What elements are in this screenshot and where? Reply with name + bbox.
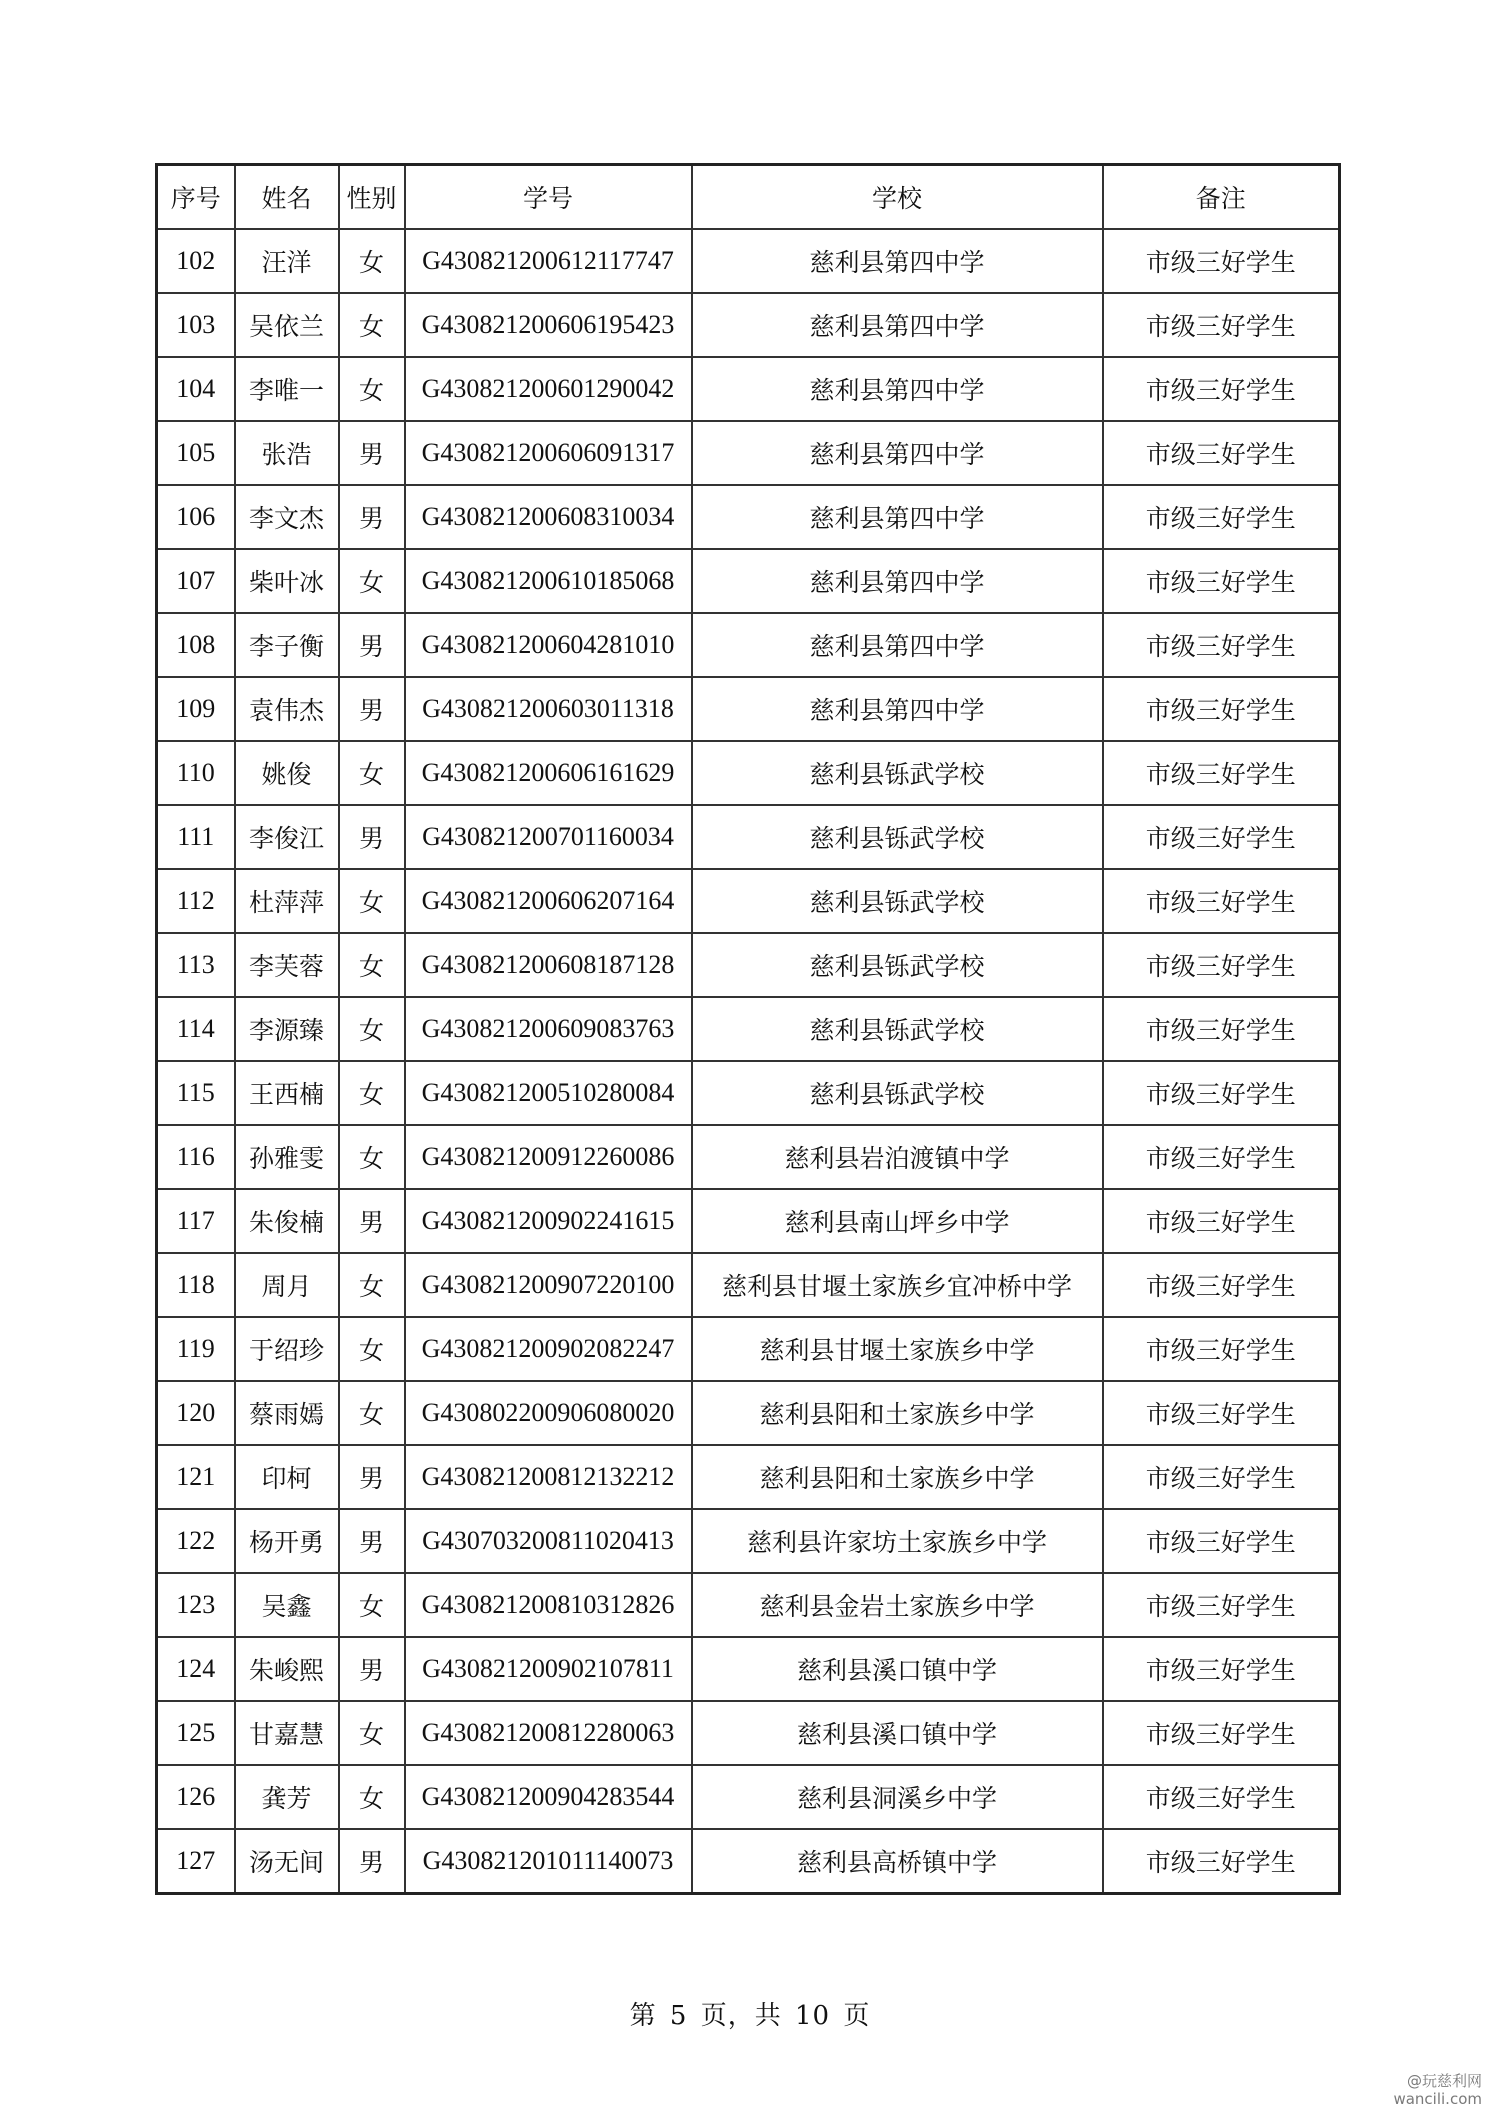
table-row bbox=[157, 1509, 1340, 1573]
table-body bbox=[157, 229, 1340, 1894]
gender: 女 bbox=[339, 1381, 405, 1445]
row-index: 109 bbox=[157, 677, 235, 741]
row-index: 116 bbox=[157, 1125, 235, 1189]
student-id: G430821200606091317 bbox=[405, 421, 692, 485]
remark: 市级三好学生 bbox=[1103, 613, 1340, 677]
header-gender: 性别 bbox=[339, 165, 405, 230]
student-name: 杨开勇 bbox=[235, 1509, 339, 1573]
school: 慈利县溪口镇中学 bbox=[692, 1637, 1103, 1701]
gender: 女 bbox=[339, 229, 405, 293]
school: 慈利县阳和土家族乡中学 bbox=[692, 1381, 1103, 1445]
student-name: 孙雅雯 bbox=[235, 1125, 339, 1189]
row-index: 112 bbox=[157, 869, 235, 933]
gender: 女 bbox=[339, 1125, 405, 1189]
row-index: 124 bbox=[157, 1637, 235, 1701]
school: 慈利县第四中学 bbox=[692, 677, 1103, 741]
student-name: 汤无间 bbox=[235, 1829, 339, 1894]
header-name: 姓名 bbox=[235, 165, 339, 230]
student-id: G430821200601290042 bbox=[405, 357, 692, 421]
student-name: 张浩 bbox=[235, 421, 339, 485]
remark: 市级三好学生 bbox=[1103, 549, 1340, 613]
gender: 女 bbox=[339, 997, 405, 1061]
page-footer bbox=[0, 1995, 1500, 2032]
row-index: 118 bbox=[157, 1253, 235, 1317]
student-id: G430821200701160034 bbox=[405, 805, 692, 869]
school: 慈利县铄武学校 bbox=[692, 933, 1103, 997]
remark: 市级三好学生 bbox=[1103, 1509, 1340, 1573]
student-name: 李唯一 bbox=[235, 357, 339, 421]
gender: 女 bbox=[339, 1317, 405, 1381]
gender: 女 bbox=[339, 1765, 405, 1829]
student-id: G430821200912260086 bbox=[405, 1125, 692, 1189]
student-name: 李芙蓉 bbox=[235, 933, 339, 997]
student-name: 杜萍萍 bbox=[235, 869, 339, 933]
student-id: G430821200812280063 bbox=[405, 1701, 692, 1765]
gender: 男 bbox=[339, 1445, 405, 1509]
gender: 女 bbox=[339, 933, 405, 997]
student-id: G430821200812132212 bbox=[405, 1445, 692, 1509]
table-row bbox=[157, 485, 1340, 549]
school: 慈利县溪口镇中学 bbox=[692, 1701, 1103, 1765]
remark: 市级三好学生 bbox=[1103, 997, 1340, 1061]
row-index: 119 bbox=[157, 1317, 235, 1381]
table-row bbox=[157, 1765, 1340, 1829]
student-id: G430821200604281010 bbox=[405, 613, 692, 677]
table-row bbox=[157, 1701, 1340, 1765]
student-name: 汪洋 bbox=[235, 229, 339, 293]
table-row bbox=[157, 869, 1340, 933]
student-id: G430802200906080020 bbox=[405, 1381, 692, 1445]
table-row bbox=[157, 1573, 1340, 1637]
remark: 市级三好学生 bbox=[1103, 1381, 1340, 1445]
student-id: G430703200811020413 bbox=[405, 1509, 692, 1573]
header-remark: 备注 bbox=[1103, 165, 1340, 230]
row-index: 126 bbox=[157, 1765, 235, 1829]
student-name: 姚俊 bbox=[235, 741, 339, 805]
student-name: 袁伟杰 bbox=[235, 677, 339, 741]
table-row bbox=[157, 1317, 1340, 1381]
gender: 女 bbox=[339, 869, 405, 933]
gender: 女 bbox=[339, 1253, 405, 1317]
gender: 男 bbox=[339, 1189, 405, 1253]
remark: 市级三好学生 bbox=[1103, 421, 1340, 485]
table-row bbox=[157, 741, 1340, 805]
header-index: 序号 bbox=[157, 165, 235, 230]
school: 慈利县金岩土家族乡中学 bbox=[692, 1573, 1103, 1637]
table-row bbox=[157, 1637, 1340, 1701]
student-id: G430821200606195423 bbox=[405, 293, 692, 357]
student-id: G430821200902107811 bbox=[405, 1637, 692, 1701]
table-row bbox=[157, 549, 1340, 613]
watermark-line1: @玩慈利网 bbox=[1406, 2072, 1482, 2090]
student-name: 李俊江 bbox=[235, 805, 339, 869]
row-index: 106 bbox=[157, 485, 235, 549]
table-row bbox=[157, 805, 1340, 869]
table-row bbox=[157, 357, 1340, 421]
footer-middle: 页，共 bbox=[700, 2001, 782, 2031]
gender: 男 bbox=[339, 1637, 405, 1701]
roster-table bbox=[155, 163, 1341, 1895]
student-name: 印柯 bbox=[235, 1445, 339, 1509]
remark: 市级三好学生 bbox=[1103, 933, 1340, 997]
gender: 女 bbox=[339, 1701, 405, 1765]
row-index: 103 bbox=[157, 293, 235, 357]
gender: 女 bbox=[339, 293, 405, 357]
student-id: G430821200510280084 bbox=[405, 1061, 692, 1125]
student-name: 朱峻熙 bbox=[235, 1637, 339, 1701]
remark: 市级三好学生 bbox=[1103, 1829, 1340, 1894]
gender: 女 bbox=[339, 549, 405, 613]
remark: 市级三好学生 bbox=[1103, 677, 1340, 741]
student-name: 龚芳 bbox=[235, 1765, 339, 1829]
student-id: G430821201011140073 bbox=[405, 1829, 692, 1894]
table-row bbox=[157, 1445, 1340, 1509]
row-index: 121 bbox=[157, 1445, 235, 1509]
gender: 女 bbox=[339, 1573, 405, 1637]
school: 慈利县铄武学校 bbox=[692, 805, 1103, 869]
footer-prefix: 第 bbox=[629, 2001, 657, 2031]
table-row bbox=[157, 421, 1340, 485]
roster-table-container bbox=[155, 163, 1341, 1895]
student-name: 李源臻 bbox=[235, 997, 339, 1061]
gender: 女 bbox=[339, 357, 405, 421]
footer-suffix: 页 bbox=[843, 2001, 871, 2031]
school: 慈利县第四中学 bbox=[692, 485, 1103, 549]
school: 慈利县第四中学 bbox=[692, 421, 1103, 485]
school: 慈利县第四中学 bbox=[692, 357, 1103, 421]
student-id: G430821200904283544 bbox=[405, 1765, 692, 1829]
header-school: 学校 bbox=[692, 165, 1103, 230]
student-name: 蔡雨嫣 bbox=[235, 1381, 339, 1445]
gender: 女 bbox=[339, 1061, 405, 1125]
student-name: 朱俊楠 bbox=[235, 1189, 339, 1253]
student-id: G430821200603011318 bbox=[405, 677, 692, 741]
student-id: G430821200609083763 bbox=[405, 997, 692, 1061]
remark: 市级三好学生 bbox=[1103, 485, 1340, 549]
school: 慈利县第四中学 bbox=[692, 549, 1103, 613]
gender: 男 bbox=[339, 421, 405, 485]
row-index: 104 bbox=[157, 357, 235, 421]
school: 慈利县第四中学 bbox=[692, 229, 1103, 293]
school: 慈利县第四中学 bbox=[692, 613, 1103, 677]
row-index: 123 bbox=[157, 1573, 235, 1637]
table-row bbox=[157, 997, 1340, 1061]
row-index: 113 bbox=[157, 933, 235, 997]
gender: 男 bbox=[339, 1829, 405, 1894]
gender: 男 bbox=[339, 677, 405, 741]
student-id: G430821200902241615 bbox=[405, 1189, 692, 1253]
table-row bbox=[157, 1189, 1340, 1253]
row-index: 115 bbox=[157, 1061, 235, 1125]
row-index: 108 bbox=[157, 613, 235, 677]
gender: 男 bbox=[339, 1509, 405, 1573]
table-row bbox=[157, 1253, 1340, 1317]
student-name: 李文杰 bbox=[235, 485, 339, 549]
school: 慈利县第四中学 bbox=[692, 293, 1103, 357]
row-index: 105 bbox=[157, 421, 235, 485]
school: 慈利县铄武学校 bbox=[692, 1061, 1103, 1125]
school: 慈利县铄武学校 bbox=[692, 869, 1103, 933]
student-name: 周月 bbox=[235, 1253, 339, 1317]
watermark bbox=[1393, 2072, 1482, 2108]
gender: 男 bbox=[339, 613, 405, 677]
remark: 市级三好学生 bbox=[1103, 741, 1340, 805]
row-index: 110 bbox=[157, 741, 235, 805]
header-student-id: 学号 bbox=[405, 165, 692, 230]
row-index: 111 bbox=[157, 805, 235, 869]
school: 慈利县许家坊土家族乡中学 bbox=[692, 1509, 1103, 1573]
student-name: 李子衡 bbox=[235, 613, 339, 677]
row-index: 127 bbox=[157, 1829, 235, 1894]
student-name: 于绍珍 bbox=[235, 1317, 339, 1381]
watermark-line2: wancili.com bbox=[1393, 2090, 1482, 2108]
row-index: 114 bbox=[157, 997, 235, 1061]
student-name: 王西楠 bbox=[235, 1061, 339, 1125]
remark: 市级三好学生 bbox=[1103, 1573, 1340, 1637]
remark: 市级三好学生 bbox=[1103, 1445, 1340, 1509]
school: 慈利县岩泊渡镇中学 bbox=[692, 1125, 1103, 1189]
remark: 市级三好学生 bbox=[1103, 1061, 1340, 1125]
school: 慈利县阳和土家族乡中学 bbox=[692, 1445, 1103, 1509]
remark: 市级三好学生 bbox=[1103, 357, 1340, 421]
student-name: 甘嘉慧 bbox=[235, 1701, 339, 1765]
student-name: 吴鑫 bbox=[235, 1573, 339, 1637]
student-id: G430821200810312826 bbox=[405, 1573, 692, 1637]
gender: 女 bbox=[339, 741, 405, 805]
school: 慈利县铄武学校 bbox=[692, 997, 1103, 1061]
student-name: 吴依兰 bbox=[235, 293, 339, 357]
remark: 市级三好学生 bbox=[1103, 229, 1340, 293]
remark: 市级三好学生 bbox=[1103, 869, 1340, 933]
student-id: G430821200606207164 bbox=[405, 869, 692, 933]
remark: 市级三好学生 bbox=[1103, 1125, 1340, 1189]
remark: 市级三好学生 bbox=[1103, 805, 1340, 869]
table-row bbox=[157, 677, 1340, 741]
gender: 男 bbox=[339, 485, 405, 549]
remark: 市级三好学生 bbox=[1103, 1317, 1340, 1381]
table-row bbox=[157, 1381, 1340, 1445]
student-id: G430821200907220100 bbox=[405, 1253, 692, 1317]
gender: 男 bbox=[339, 805, 405, 869]
row-index: 125 bbox=[157, 1701, 235, 1765]
school: 慈利县南山坪乡中学 bbox=[692, 1189, 1103, 1253]
remark: 市级三好学生 bbox=[1103, 1701, 1340, 1765]
school: 慈利县甘堰土家族乡宜冲桥中学 bbox=[692, 1253, 1103, 1317]
footer-page-number: 5 bbox=[669, 2001, 688, 2031]
remark: 市级三好学生 bbox=[1103, 1253, 1340, 1317]
table-row bbox=[157, 1125, 1340, 1189]
school: 慈利县甘堰土家族乡中学 bbox=[692, 1317, 1103, 1381]
student-id: G430821200608187128 bbox=[405, 933, 692, 997]
row-index: 107 bbox=[157, 549, 235, 613]
table-header-row bbox=[157, 165, 1340, 230]
student-id: G430821200902082247 bbox=[405, 1317, 692, 1381]
table-row bbox=[157, 933, 1340, 997]
school: 慈利县铄武学校 bbox=[692, 741, 1103, 805]
footer-total-pages: 10 bbox=[795, 2001, 831, 2031]
table-row bbox=[157, 613, 1340, 677]
table-row bbox=[157, 1829, 1340, 1894]
row-index: 102 bbox=[157, 229, 235, 293]
row-index: 122 bbox=[157, 1509, 235, 1573]
student-id: G430821200610185068 bbox=[405, 549, 692, 613]
table-row bbox=[157, 293, 1340, 357]
row-index: 117 bbox=[157, 1189, 235, 1253]
row-index: 120 bbox=[157, 1381, 235, 1445]
remark: 市级三好学生 bbox=[1103, 293, 1340, 357]
remark: 市级三好学生 bbox=[1103, 1189, 1340, 1253]
student-id: G430821200606161629 bbox=[405, 741, 692, 805]
student-id: G430821200612117747 bbox=[405, 229, 692, 293]
school: 慈利县洞溪乡中学 bbox=[692, 1765, 1103, 1829]
school: 慈利县高桥镇中学 bbox=[692, 1829, 1103, 1894]
table-row bbox=[157, 229, 1340, 293]
remark: 市级三好学生 bbox=[1103, 1637, 1340, 1701]
student-id: G430821200608310034 bbox=[405, 485, 692, 549]
student-name: 柴叶冰 bbox=[235, 549, 339, 613]
remark: 市级三好学生 bbox=[1103, 1765, 1340, 1829]
table-row bbox=[157, 1061, 1340, 1125]
